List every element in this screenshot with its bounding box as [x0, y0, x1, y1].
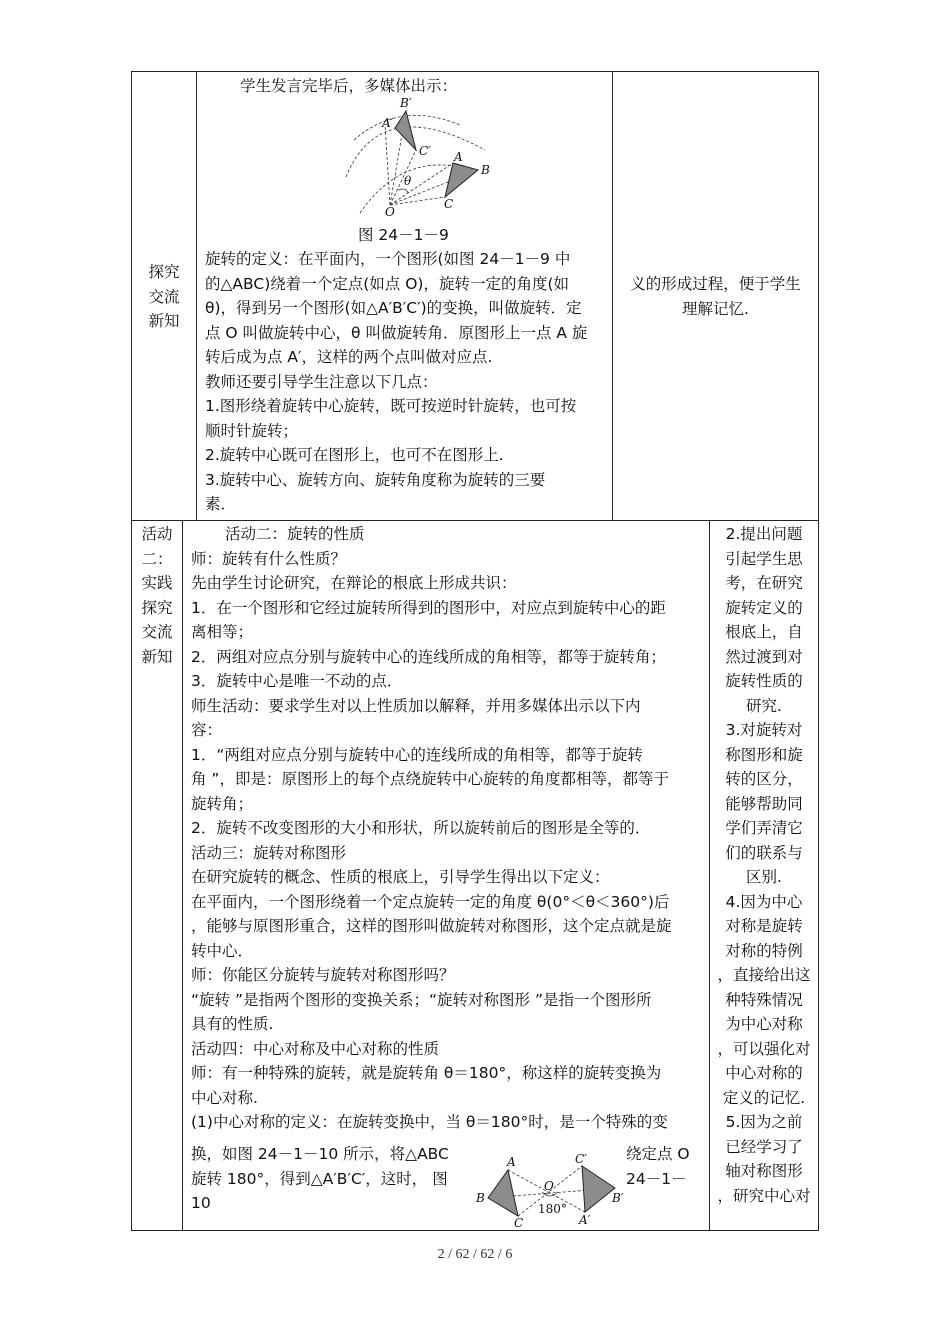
label-angle: 180° [538, 1202, 567, 1216]
table-border-right [818, 71, 819, 1231]
note-line: ，可以强化对 [717, 1039, 811, 1058]
text-line: 点 O 叫做旋转中心，θ 叫做旋转角．原图形上一点 A 旋 [205, 323, 588, 342]
note-line: 然过渡到对 [725, 647, 803, 666]
definition-text [205, 247, 610, 517]
text-line: (1)中心对称的定义：在旋转变换中，当 θ＝180°时，是一个特殊的变 [191, 1113, 668, 1131]
note-line: 根底上，自 [725, 623, 803, 641]
note-line: 旋转定义的 [725, 598, 803, 617]
label-B1: B′ [612, 1191, 624, 1205]
text-line: 先由学生讨论研究，在辩论的根底上形成共识： [191, 574, 517, 592]
label-line: 活动 [141, 525, 173, 543]
note-line: 研究. [746, 696, 782, 715]
text-line: 10 [191, 1194, 211, 1212]
theta-arc [398, 189, 408, 193]
note-line: 3.对旋转对 [725, 721, 803, 739]
text-line: 在平面内，一个图形绕着一个定点旋转一定的角度 θ(0°＜θ＜360°)后 [191, 892, 670, 911]
text-line: 中心对称. [191, 1088, 258, 1107]
text-line: 具有的性质. [191, 1015, 274, 1033]
text-line: 旋转 180°，得到△A′B′C′，这时， 图 [191, 1169, 448, 1188]
note-line: 区别. [746, 868, 782, 886]
label-C: C [444, 197, 454, 211]
triangle-ABC [488, 1170, 518, 1216]
note-line: 转的区分， [725, 770, 803, 788]
activity-text [191, 547, 707, 1135]
label-A: A [507, 1155, 516, 1169]
note-line: 称图形和旋 [725, 745, 803, 764]
figure-caption: 图 24－1－9 [358, 226, 449, 244]
text-line: 绕定点 O [626, 1145, 690, 1163]
text-line: 2．旋转不改变图形的大小和形状，所以旋转前后的图形是全等的． [191, 819, 651, 837]
label-A: A [454, 150, 463, 164]
page-footer: 2 / 62 / 62 / 6 [437, 1247, 513, 1262]
text-line: 2．两组对应点分别与旋转中心的连线所成的角相等，都等于旋转角； [191, 647, 666, 666]
text-line: 在研究旋转的概念、性质的根底上，引导学生得出以下定义： [191, 868, 610, 886]
note-line: 旋转性质的 [725, 672, 803, 690]
note-line: 对称的特例 [725, 941, 803, 960]
column-divider-top-left [196, 71, 197, 521]
text-line: 师：你能区分旋转与旋转对称图形吗？ [191, 966, 455, 984]
column-divider-bottom-left [182, 520, 183, 1231]
ray-O-C [390, 197, 445, 205]
label-line: 交流 [148, 287, 180, 306]
note-line: 理解记忆. [682, 299, 749, 318]
text-line: 1.图形绕着旋转中心旋转，既可按逆时针旋转，也可按 [205, 397, 577, 415]
label-line: 交流 [141, 623, 173, 641]
label-line: 二： [141, 549, 173, 568]
text-line: 旋转的定义：在平面内，一个图形(如图 24－1－9 中 [205, 250, 571, 268]
text-line: 角 ”，即是：原图形上的每个点绕旋转中心旋转的角度都相等，都等于 [191, 770, 669, 788]
note-line: 定义的记忆. [722, 1088, 806, 1107]
note-line: 能够帮助同 [725, 794, 803, 813]
label-C1: C′ [419, 144, 431, 158]
note-line: 为中心对称 [725, 1015, 803, 1033]
label-line: 新知 [148, 312, 180, 330]
triangle-A1B1C1 [582, 1166, 615, 1212]
note-line: 已经学习了 [725, 1137, 803, 1156]
rotation-figure-24-1-9 [340, 95, 510, 220]
text-line: θ)，得到另一个图形(如△A′B′C′)的变换，叫做旋转．定 [205, 299, 582, 317]
note-line: ，直接给出这 [717, 966, 811, 984]
text-line: 1．在一个图形和它经过旋转所得到的图形中，对应点到旋转中心的距 [191, 598, 666, 617]
table-border-bottom [131, 1230, 819, 1231]
text-line: 师：有一种特殊的旋转，就是旋转角 θ＝180°，称这样的旋转变换为 [191, 1064, 662, 1082]
text-line: 的△ABC)绕着一个定点(如点 O)，旋转一定的角度(如 [205, 274, 570, 293]
label-B: B [476, 1191, 485, 1205]
text-line: 师：旋转有什么性质？ [191, 549, 347, 568]
column-divider-top-right [612, 71, 613, 521]
label-theta: θ [404, 174, 412, 188]
note-line: 中心对称的 [725, 1064, 803, 1082]
text-line: 2.旋转中心既可在图形上，也可不在图形上. [205, 446, 504, 464]
note-line: ，研究中心对 [717, 1186, 811, 1205]
intro-text: 学生发言完毕后，多媒体出示： [240, 77, 458, 95]
label-O: O [544, 1179, 554, 1193]
note-line: 引起学生思 [725, 549, 803, 568]
label-B1: B′ [400, 96, 412, 110]
text-line: 24－1－ [626, 1169, 687, 1188]
last-lines-left [191, 1142, 449, 1216]
text-line: 3.旋转中心、旋转方向、旋转角度称为旋转的三要 [205, 470, 546, 489]
text-line: 旋转角； [191, 794, 254, 813]
label-B: B [481, 163, 490, 177]
text-line: 3．旋转中心是唯一不动的点． [191, 672, 403, 690]
label-line: 新知 [141, 647, 173, 666]
ray-O-A1 [385, 125, 390, 205]
text-line: 容： [191, 721, 223, 739]
text-line: “旋转 ”是指两个图形的变换关系；“旋转对称图形 ”是指一个图形所 [191, 990, 652, 1009]
top-right-note [614, 272, 817, 321]
note-line: 种特殊情况 [725, 990, 803, 1009]
top-left-label [133, 260, 195, 334]
note-line: 考，在研究 [725, 574, 803, 592]
text-line: 换，如图 24－1－10 所示，将△ABC [191, 1145, 449, 1163]
text-line: 素． [205, 495, 237, 513]
text-line: 顺时针旋转； [205, 421, 299, 440]
last-lines-right [626, 1142, 690, 1191]
note-line: 4.因为中心 [725, 892, 803, 911]
activity-two-title: 活动二：旋转的性质 [225, 525, 365, 543]
label-line: 探究 [141, 598, 173, 617]
text-line: 教师还要引导学生注意以下几点： [205, 372, 438, 391]
label-O: O [385, 205, 395, 219]
text-line: 转后成为点 A′，这样的两个点叫做对应点. [205, 348, 493, 366]
text-line: 离相等； [191, 623, 254, 641]
text-line: ，能够与原图形重合，这样的图形叫做旋转对称图形，这个定点就是旋 [191, 917, 672, 935]
text-line: 师生活动：要求学生对以上性质加以解释，并用多媒体出示以下内 [191, 696, 641, 715]
label-line: 实践 [141, 574, 173, 592]
bottom-left-label [133, 522, 181, 669]
row-divider [131, 520, 819, 521]
triangle-ABC [445, 163, 478, 197]
text-line: 1．“两组对应点分别与旋转中心的连线所成的角相等，都等于旋转 [191, 745, 643, 764]
bottom-right-notes [711, 522, 817, 1208]
note-line: 5.因为之前 [725, 1113, 803, 1131]
text-line: 转中心． [191, 941, 254, 960]
note-line: 轴对称图形 [725, 1162, 803, 1180]
note-line: 2.提出问题 [725, 525, 803, 543]
label-A1: A′ [382, 116, 394, 130]
table-border-top [131, 71, 819, 72]
label-A1: A′ [579, 1213, 591, 1227]
rotation-figure-24-1-10 [470, 1150, 630, 1230]
text-line: 活动三：旋转对称图形 [191, 843, 347, 862]
note-line: 义的形成过程，便于学生 [630, 275, 801, 293]
text-line: 活动四：中心对称及中心对称的性质 [191, 1039, 440, 1058]
note-line: 对称是旋转 [725, 917, 803, 935]
label-C1: C′ [575, 1152, 587, 1166]
table-border-left [131, 71, 132, 1231]
label-line: 探究 [148, 263, 180, 281]
column-divider-bottom-right [709, 520, 710, 1231]
note-line: 们的联系与 [725, 843, 803, 862]
note-line: 学们弄清它 [725, 819, 803, 837]
label-C: C [514, 1216, 524, 1230]
